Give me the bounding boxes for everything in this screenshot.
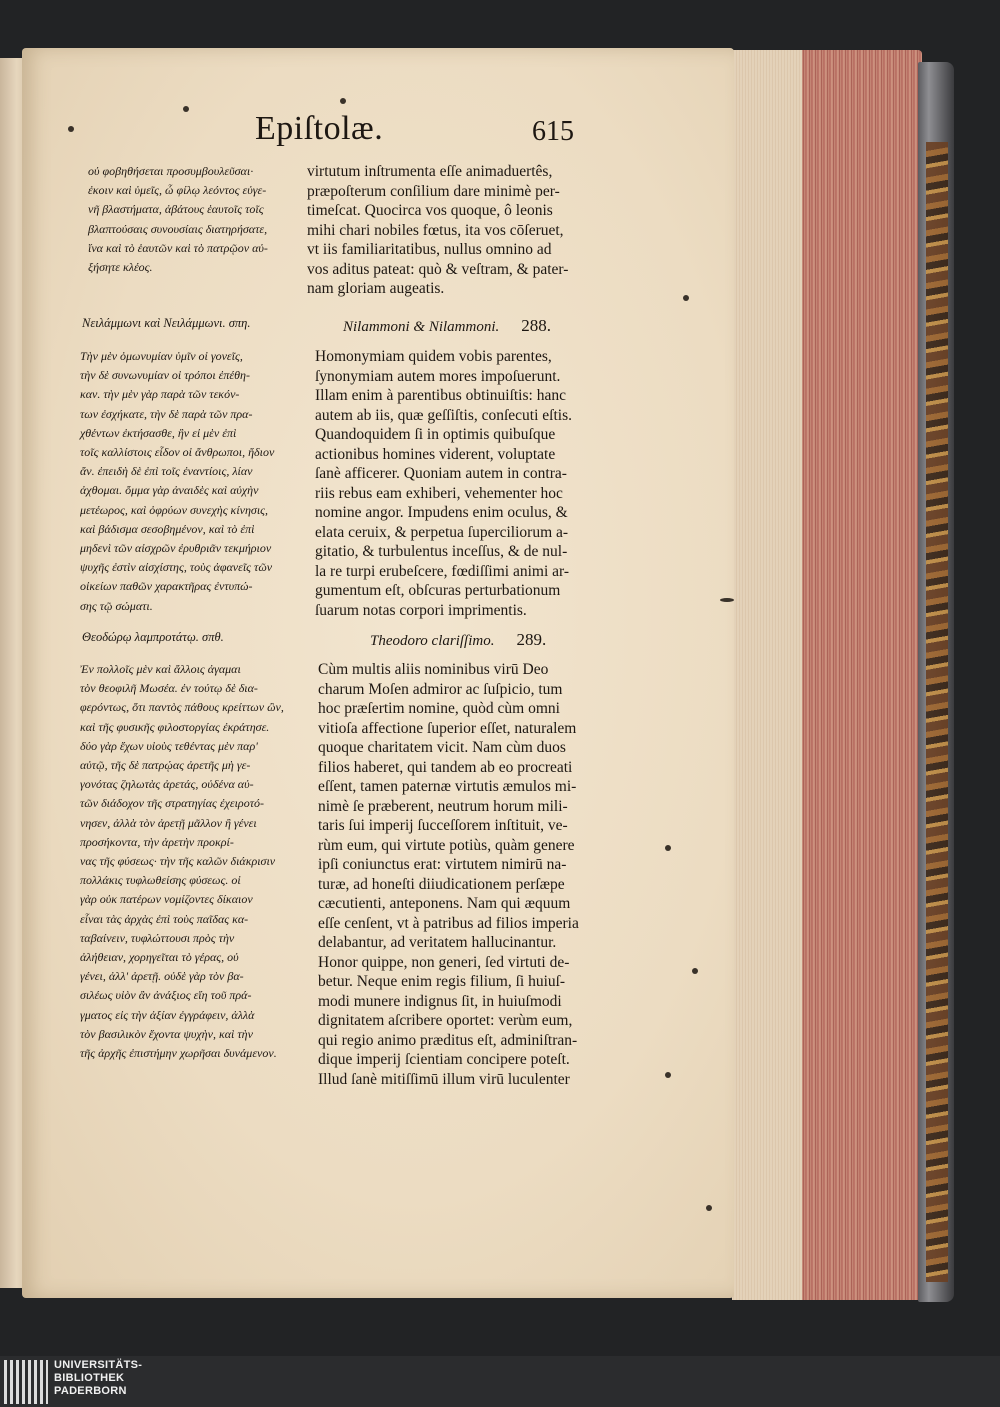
greek-line: γὰρ οὐκ πατέρων νομίζοντες δίκαιον [80, 892, 253, 907]
greek-line: νῆ βλαστήματα, ἀβάτους ἑαυτοῖς τοῖς [88, 202, 264, 217]
latin-line: ſynonymiam autem mores impoſuerunt. [315, 367, 561, 385]
greek-line: οἰκείων παθῶν χαρακτῆρας ἐντυπώ- [80, 579, 253, 594]
latin-line: filios haberet, qui tandem ab eo procreati [318, 758, 573, 776]
library-logo-icon [4, 1360, 48, 1404]
logo-line: BIBLIOTHEK [54, 1372, 125, 1384]
greek-column-top [88, 162, 268, 277]
greek-line: ἀχθομαι. ὄμμα γὰρ ἀναιδὲς καὶ αὐχὴν [80, 483, 259, 498]
letter-288-latin-text [315, 347, 572, 620]
logo-line: UNIVERSITÄTS- [54, 1359, 143, 1371]
greek-line: γένει, ἀλλ' ἀρετῇ. οὐδὲ γὰρ τὸν βα- [80, 969, 244, 984]
greek-line: ἐκοιν καὶ ὑμεῖς, ὦ φίλῳ λεόντος εὐγε- [88, 183, 267, 198]
ink-blot [340, 98, 346, 104]
greek-line: τοῖς καλλίστοις εἶδον οἱ ἄνθρωποι, ἥδιον [80, 445, 275, 460]
latin-line: la re turpi erubeſcere, fœdiſſimi animi ar- [315, 562, 570, 580]
greek-line: νησεν, ἀλλὰ τὸν ἀρετῇ μᾶλλον ἢ γένει [80, 815, 257, 830]
library-logo-text [54, 1359, 142, 1398]
greek-line: ξήσητε κλέος. [88, 260, 153, 275]
latin-line: ſuarum notas corpori imprimentis. [315, 601, 527, 619]
marbled-cover [926, 142, 948, 1282]
ink-blot [706, 1205, 712, 1211]
letter-289-latin-title: Theodoro clariſſimo. [370, 633, 495, 649]
greek-line: μηδενὶ τῶν αἰσχρῶν ἐρυθριᾶν τεκμήριον [80, 541, 272, 556]
latin-line: qui regio animo præditus eſt, adminiſtran- [318, 1031, 578, 1049]
greek-line: τῶν διάδοχον τῆς στρατηγίας ἐχειροτό- [80, 796, 264, 811]
greek-line: αὐτῷ, τῆς δὲ πατρῴας ἀρετῆς μὴ γε- [80, 758, 251, 773]
latin-line: Cùm multis aliis nominibus virū Deo [318, 661, 549, 678]
latin-line: rùm eum, qui virtute potiùs, quàm genere [318, 836, 575, 854]
greek-line: σης τῷ σώματι. [80, 598, 153, 613]
latin-line: eſſent, tamen paternæ virtutis æmulos mi- [318, 778, 577, 795]
letter-288-latin-heading [343, 316, 551, 336]
latin-line: dique imperij ſcientiam concipere poteſt. [318, 1051, 570, 1068]
latin-line: gitatio, & turbulentus inceſſus, & de nul- [315, 543, 568, 560]
greek-line: καὶ τῆς φυσικῆς φιλοστοργίας ἐκράτησε. [80, 719, 270, 734]
greek-line: γματος εἰς τὴν ἀξίαν ἐγγράφειν, ἀλλὰ [80, 1007, 255, 1022]
latin-line: gumentum eſt, obſcuras perturbationum [315, 582, 561, 599]
letter-289-latin-heading [370, 630, 546, 650]
latin-line: Quandoquidem ſi in optimis quibuſque [315, 426, 556, 443]
greek-line: τὸν θεοφιλῆ Μωσέα. ἐν τούτῳ δὲ δια- [80, 681, 258, 696]
greek-line: νας τῆς φύσεως· τὴν τῆς καλῶν διάκρισιν [80, 854, 276, 869]
greek-line: καὶ βάδισμα σεσοβημένον, καὶ τὸ ἐπὶ [80, 521, 255, 536]
greek-line: καν. τὴν μὲν γὰρ παρὰ τῶν τεκόν- [80, 387, 240, 402]
greek-line: δύο γὰρ ἔχων υἱοὺς τεθέντας μὲν παρ' [80, 738, 258, 753]
ink-blot [183, 106, 189, 112]
latin-line: vt iis familiaritatibus, nullus omnino ad [307, 241, 552, 258]
latin-line: delabantur, ad veritatem hallucinantur. [318, 934, 557, 951]
latin-line: autem ab iis, quæ geſſiſtis, conſecuti eſtis. [315, 406, 572, 424]
greek-line: τὸν βασιλικὸν ἔχοντα ψυχὴν, καὶ τὴν [80, 1026, 253, 1041]
latin-line: hoc præſertim nomine, quòd cùm omni [318, 700, 560, 717]
greek-line: ἵνα καὶ τὸ ἑαυτῶν καὶ τὸ πατρῷον αὐ- [88, 240, 268, 255]
letter-289-number: 289. [516, 630, 547, 649]
latin-line: Honor quippe, non generi, ſed virtuti de- [318, 953, 570, 971]
latin-line: mihi chari nobiles fœtus, ita vos cōſeruet, [307, 221, 564, 239]
latin-line: quoque charitatem vicit. Nam cùm duos [318, 739, 566, 756]
latin-line: elata ceruix, & perpetua ſuperciliorum a- [315, 523, 569, 541]
letter-289-latin-text [318, 660, 579, 1089]
letter-288-number: 288. [521, 316, 552, 335]
latin-line: timeſcat. Quocirca vos quoque, ô leonis [307, 202, 553, 219]
page-block-fore-edge [732, 50, 802, 1300]
greek-line: ταβαίνειν, τυφλώττουσι πρὸς τὴν [80, 930, 235, 945]
latin-line: taris ſui imperij ſucceſſorem inſtituit, ve- [318, 817, 568, 834]
latin-line: betur. Neque enim regis filium, ſi huiuſ- [318, 973, 566, 990]
greek-line: χθέντων ἐκτήσασθε, ἣν εἰ μὲν ἐπὶ [80, 425, 237, 440]
latin-column-top [307, 162, 568, 299]
latin-line: nam gloriam augeatis. [307, 280, 445, 297]
ink-blot [68, 126, 74, 132]
latin-line: nomine angor. Impudens enim oculus, & [315, 504, 568, 521]
ink-blot [665, 1072, 671, 1078]
greek-line: των ἐσχήκατε, τὴν δὲ παρὰ τῶν πρα- [80, 406, 253, 421]
greek-line: φερόντως, ὅτι παντὸς πάθους κρείττων ὢν, [80, 700, 284, 715]
greek-line: τὴν δὲ συνωνυμίαν οἱ τρόποι ἐπέθη- [80, 368, 250, 383]
latin-line: Illud ſanè mitiſſimū illum virū luculenter [318, 1070, 570, 1088]
greek-line: γονότας ζηλωτὰς ἀρετάς, οὐδένα αὐ- [80, 777, 254, 792]
latin-line: nimè ſe præberent, neutrum horum mili- [318, 797, 568, 815]
greek-line: σιλέως υἱὸν ἂν ἀνάξιος εἴη τοῦ πρά- [80, 988, 252, 1003]
greek-line: πολλάκις τυφλωθείσης φύσεως. οἱ [80, 873, 241, 888]
page-number: 615 [532, 116, 574, 147]
latin-line: ipſi coniunctus erat: virtutem nimirū na- [318, 856, 567, 873]
letter-288-latin-title: Nilammoni & Nilammoni. [343, 319, 500, 335]
latin-line: virtutum inſtrumenta eſſe animaduertês, [307, 163, 553, 180]
ink-blot [683, 295, 689, 301]
greek-line: εἶναι τὰς ἀρχὰς ἐπὶ τοὺς παῖδας κα- [80, 911, 249, 926]
greek-line: προσήκοντα, τὴν ἀρετὴν προκρί- [80, 834, 234, 849]
ink-blot [665, 845, 671, 851]
greek-line: Ἐν πολλοῖς μὲν καὶ ἄλλοις ἀγαμαι [80, 662, 241, 676]
letter-289-greek-text [80, 660, 284, 1063]
latin-line: riis rebus eam exhiberi, vehementer hoc [315, 484, 563, 502]
ink-blot [720, 598, 734, 602]
latin-line: turæ, ad honeſti diiudicationem perſæpe [318, 875, 565, 893]
latin-line: vitioſa affectione ſuperior eſſet, naturalem [318, 719, 577, 737]
latin-line: actionibus homines viderent, voluptate [315, 445, 556, 463]
logo-line: PADERBORN [54, 1385, 127, 1397]
library-stamp [726, 406, 908, 597]
latin-line: vos aditus pateat: quò & veſtram, & pater- [307, 260, 569, 278]
book-cover [918, 62, 954, 1302]
ink-blot [692, 968, 698, 974]
greek-line: βλαπτούσαις συνουσίαις διατηρήσατε, [88, 221, 268, 236]
latin-line: modi munere indignus ſit, in huiuſmodi [318, 992, 562, 1010]
letter-288-greek-heading: Νειλάμμωνι καὶ Νειλάμμωνι. σπη. [82, 316, 251, 330]
latin-line: ſanè afficerer. Quoniam autem in contra- [315, 465, 567, 482]
latin-line: Homonymiam quidem vobis parentes, [315, 348, 552, 365]
greek-line: ἀλήθειαν, χορηγεῖται τὸ γέρας, οὐ [80, 950, 239, 965]
running-title: Epiſtolæ. [255, 110, 384, 147]
latin-line: dignitatem aſcribere oportet: verùm eum, [318, 1012, 573, 1029]
latin-line: Illam enim à parentibus obtinuiſtis: hanc [315, 387, 566, 404]
footer-bar [0, 1356, 1000, 1407]
letter-288-greek-text [80, 347, 274, 616]
latin-line: præpoſterum conſilium dare minimè per- [307, 182, 560, 200]
latin-line: eſſe cenſent, vt à patribus ad filios imperia [318, 914, 579, 932]
greek-line: μετέωρος, καὶ ὀφρύων συνεχὴς κίνησις, [80, 502, 269, 517]
greek-line: Τὴν μὲν ὁμωνυμίαν ὑμῖν οἱ γονεῖς, [80, 349, 243, 363]
greek-line: τῆς ἀρχῆς ἐπιστήμην χωρῆσαι δυνάμενον. [80, 1046, 277, 1061]
greek-line: οὐ φοβηθήσεται προσυμβουλεῦσαι· [88, 164, 254, 178]
latin-line: cæcutienti, anteponens. Nam qui æquum [318, 895, 571, 912]
latin-line: charum Moſen admiror ac ſuſpicio, tum [318, 680, 563, 698]
greek-line: ἄν. ἐπειδὴ δὲ ἐπὶ τοῖς ἐναντίοις, λίαν [80, 464, 253, 479]
page-block-edge [732, 50, 922, 1300]
greek-line: ψυχῆς ἐστὶν αἰσχίστης, τοὺς ἀφανεῖς τῶν [80, 560, 273, 575]
letter-289-greek-heading: Θεοδώρῳ λαμπροτάτῳ. σπθ. [82, 630, 224, 644]
